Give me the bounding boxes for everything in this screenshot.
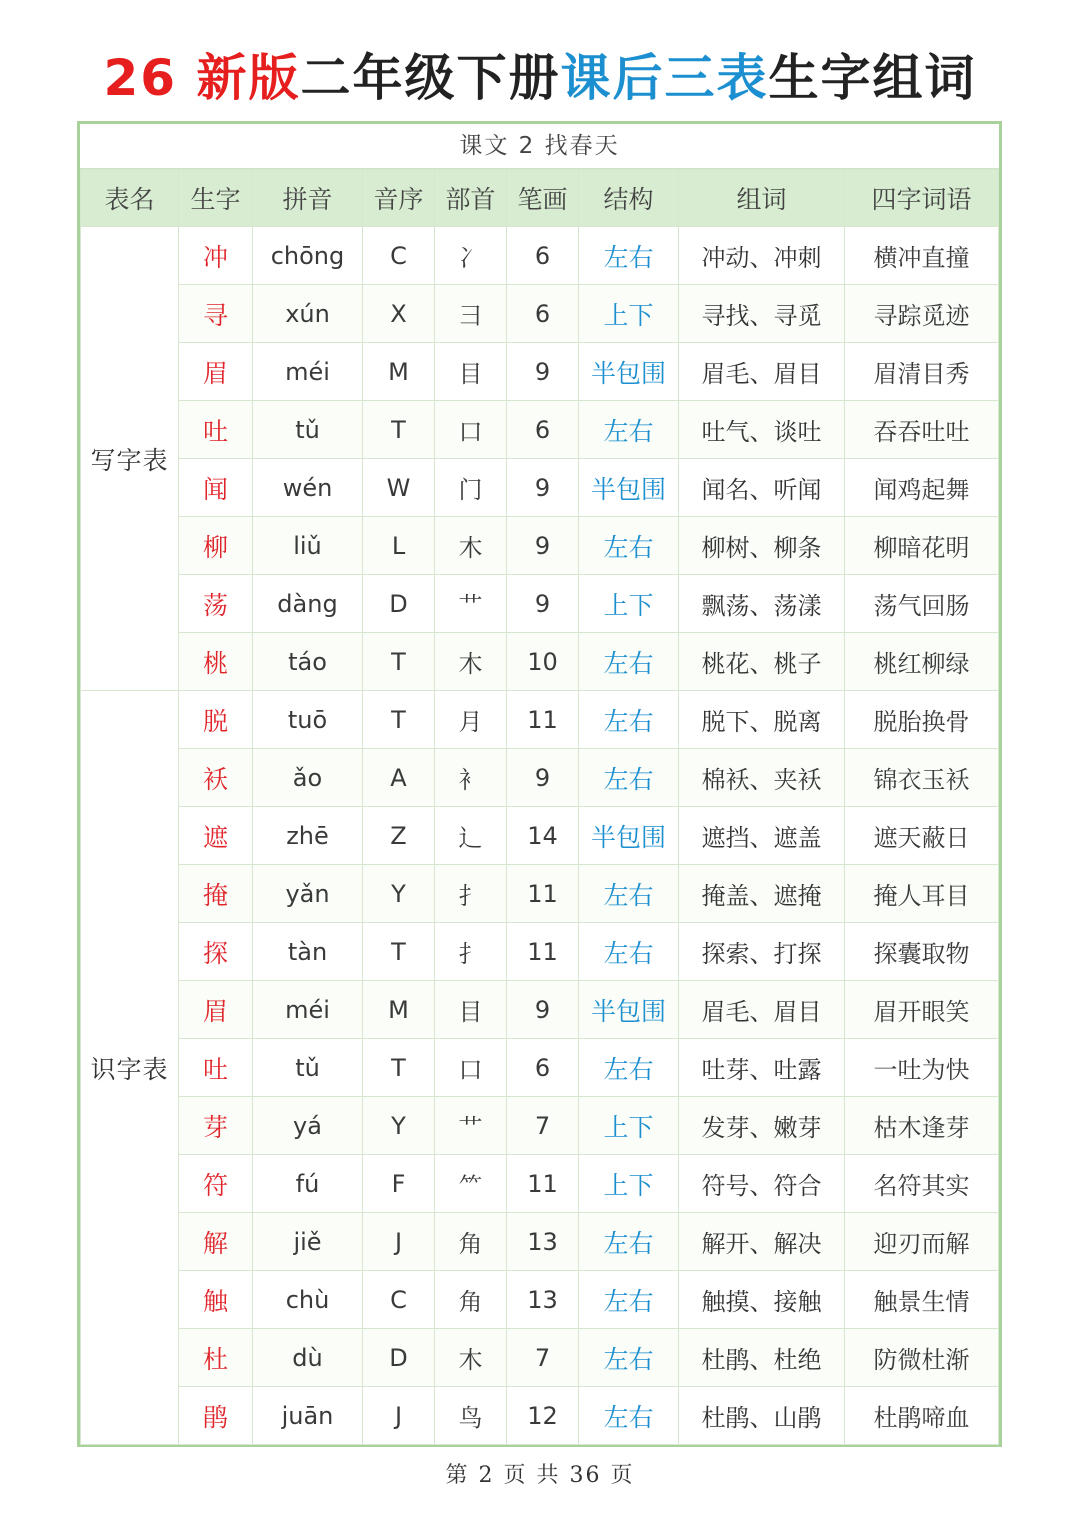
letter-order-cell: C: [363, 1271, 435, 1329]
structure-cell: 左右: [579, 1329, 679, 1387]
word-group-cell: 掩盖、遮掩: [679, 865, 845, 923]
letter-order-cell: M: [363, 981, 435, 1039]
stroke-count-cell: 11: [507, 1155, 579, 1213]
radical-cell: ⺮: [435, 1155, 507, 1213]
table-row: [81, 575, 999, 633]
idiom-cell: 枯木逢芽: [845, 1097, 999, 1155]
word-group-cell: 眉毛、眉目: [679, 981, 845, 1039]
pinyin-cell: tǔ: [253, 401, 363, 459]
column-header: 部首: [435, 170, 507, 227]
structure-cell: 上下: [579, 575, 679, 633]
word-group-cell: 触摸、接触: [679, 1271, 845, 1329]
column-header: 音序: [363, 170, 435, 227]
table-row: [81, 227, 999, 285]
char-cell: 脱: [179, 691, 253, 749]
radical-cell: 月: [435, 691, 507, 749]
lesson-title: 课文 2 找春天: [80, 124, 999, 169]
table-row: [81, 981, 999, 1039]
radical-cell: 木: [435, 633, 507, 691]
table-row: [81, 1213, 999, 1271]
table-row: [81, 517, 999, 575]
pinyin-cell: tǔ: [253, 1039, 363, 1097]
letter-order-cell: D: [363, 1329, 435, 1387]
table-row: [81, 1271, 999, 1329]
radical-cell: 木: [435, 517, 507, 575]
letter-order-cell: C: [363, 227, 435, 285]
pinyin-cell: juān: [253, 1387, 363, 1445]
letter-order-cell: T: [363, 1039, 435, 1097]
stroke-count-cell: 9: [507, 981, 579, 1039]
pinyin-cell: méi: [253, 981, 363, 1039]
structure-cell: 左右: [579, 401, 679, 459]
stroke-count-cell: 10: [507, 633, 579, 691]
letter-order-cell: T: [363, 691, 435, 749]
word-group-cell: 冲动、冲刺: [679, 227, 845, 285]
stroke-count-cell: 11: [507, 865, 579, 923]
char-cell: 解: [179, 1213, 253, 1271]
letter-order-cell: W: [363, 459, 435, 517]
word-group-cell: 遮挡、遮盖: [679, 807, 845, 865]
column-header: 笔画: [507, 170, 579, 227]
idiom-cell: 防微杜渐: [845, 1329, 999, 1387]
structure-cell: 左右: [579, 1039, 679, 1097]
structure-cell: 左右: [579, 633, 679, 691]
stroke-count-cell: 6: [507, 1039, 579, 1097]
table-row: [81, 1039, 999, 1097]
radical-cell: 扌: [435, 865, 507, 923]
radical-cell: 艹: [435, 1097, 507, 1155]
page-title: [0, 38, 1080, 118]
idiom-cell: 遮天蔽日: [845, 807, 999, 865]
structure-cell: 左右: [579, 923, 679, 981]
letter-order-cell: T: [363, 633, 435, 691]
stroke-count-cell: 6: [507, 227, 579, 285]
idiom-cell: 脱胎换骨: [845, 691, 999, 749]
idiom-cell: 闻鸡起舞: [845, 459, 999, 517]
word-group-cell: 杜鹃、山鹃: [679, 1387, 845, 1445]
pinyin-cell: liǔ: [253, 517, 363, 575]
radical-cell: 鸟: [435, 1387, 507, 1445]
stroke-count-cell: 14: [507, 807, 579, 865]
word-group-cell: 吐芽、吐露: [679, 1039, 845, 1097]
char-cell: 符: [179, 1155, 253, 1213]
radical-cell: 艹: [435, 575, 507, 633]
char-cell: 寻: [179, 285, 253, 343]
title-part-red: 26 新版: [103, 49, 301, 107]
letter-order-cell: D: [363, 575, 435, 633]
pinyin-cell: tuō: [253, 691, 363, 749]
stroke-count-cell: 11: [507, 691, 579, 749]
structure-cell: 左右: [579, 691, 679, 749]
stroke-count-cell: 6: [507, 285, 579, 343]
structure-cell: 左右: [579, 1213, 679, 1271]
table-row: [81, 691, 999, 749]
idiom-cell: 触景生情: [845, 1271, 999, 1329]
word-group-cell: 解开、解决: [679, 1213, 845, 1271]
vocab-table-frame: [77, 121, 1002, 1447]
pinyin-cell: méi: [253, 343, 363, 401]
idiom-cell: 桃红柳绿: [845, 633, 999, 691]
title-part-words: 生字组词: [768, 49, 977, 107]
letter-order-cell: T: [363, 923, 435, 981]
idiom-cell: 寻踪觅迹: [845, 285, 999, 343]
char-cell: 鹃: [179, 1387, 253, 1445]
radical-cell: 木: [435, 1329, 507, 1387]
radical-cell: 口: [435, 1039, 507, 1097]
column-header: 结构: [579, 170, 679, 227]
stroke-count-cell: 9: [507, 343, 579, 401]
table-row: [81, 807, 999, 865]
pinyin-cell: tàn: [253, 923, 363, 981]
word-group-cell: 柳树、柳条: [679, 517, 845, 575]
stroke-count-cell: 13: [507, 1213, 579, 1271]
column-header: 拼音: [253, 170, 363, 227]
letter-order-cell: T: [363, 401, 435, 459]
pinyin-cell: chōng: [253, 227, 363, 285]
letter-order-cell: Y: [363, 1097, 435, 1155]
letter-order-cell: Z: [363, 807, 435, 865]
radical-cell: 衤: [435, 749, 507, 807]
structure-cell: 上下: [579, 1097, 679, 1155]
radical-cell: 扌: [435, 923, 507, 981]
stroke-count-cell: 9: [507, 517, 579, 575]
pinyin-cell: ǎo: [253, 749, 363, 807]
title-part-blue: 课后三表: [560, 49, 769, 107]
pinyin-cell: wén: [253, 459, 363, 517]
table-row: [81, 1329, 999, 1387]
structure-cell: 半包围: [579, 981, 679, 1039]
word-group-cell: 探索、打探: [679, 923, 845, 981]
idiom-cell: 探囊取物: [845, 923, 999, 981]
radical-cell: 口: [435, 401, 507, 459]
pinyin-cell: chù: [253, 1271, 363, 1329]
page-footer: 第 2 页 共 36 页: [445, 1463, 635, 1488]
table-row: [81, 633, 999, 691]
idiom-cell: 掩人耳目: [845, 865, 999, 923]
stroke-count-cell: 11: [507, 923, 579, 981]
char-cell: 冲: [179, 227, 253, 285]
structure-cell: 左右: [579, 1387, 679, 1445]
stroke-count-cell: 9: [507, 459, 579, 517]
table-row: [81, 343, 999, 401]
idiom-cell: 锦衣玉袄: [845, 749, 999, 807]
pinyin-cell: zhē: [253, 807, 363, 865]
table-group-name: 识字表: [81, 691, 179, 1445]
table-group-name: 写字表: [81, 227, 179, 691]
radical-cell: 冫: [435, 227, 507, 285]
idiom-cell: 迎刃而解: [845, 1213, 999, 1271]
word-group-cell: 符号、符合: [679, 1155, 845, 1213]
word-group-cell: 棉袄、夹袄: [679, 749, 845, 807]
word-group-cell: 脱下、脱离: [679, 691, 845, 749]
radical-cell: 彐: [435, 285, 507, 343]
radical-cell: 角: [435, 1213, 507, 1271]
idiom-cell: 名符其实: [845, 1155, 999, 1213]
idiom-cell: 荡气回肠: [845, 575, 999, 633]
structure-cell: 左右: [579, 865, 679, 923]
char-cell: 触: [179, 1271, 253, 1329]
pinyin-cell: jiě: [253, 1213, 363, 1271]
char-cell: 闻: [179, 459, 253, 517]
word-group-cell: 发芽、嫩芽: [679, 1097, 845, 1155]
table-row: [81, 1387, 999, 1445]
char-cell: 吐: [179, 1039, 253, 1097]
structure-cell: 左右: [579, 227, 679, 285]
pinyin-cell: xún: [253, 285, 363, 343]
radical-cell: 角: [435, 1271, 507, 1329]
table-row: [81, 1097, 999, 1155]
stroke-count-cell: 12: [507, 1387, 579, 1445]
table-row: [81, 923, 999, 981]
char-cell: 荡: [179, 575, 253, 633]
char-cell: 芽: [179, 1097, 253, 1155]
vocab-table: [80, 169, 999, 1445]
table-header-row: [81, 170, 999, 227]
char-cell: 柳: [179, 517, 253, 575]
table-row: [81, 459, 999, 517]
structure-cell: 左右: [579, 1271, 679, 1329]
word-group-cell: 飘荡、荡漾: [679, 575, 845, 633]
char-cell: 桃: [179, 633, 253, 691]
letter-order-cell: L: [363, 517, 435, 575]
stroke-count-cell: 6: [507, 401, 579, 459]
title-part-grade: 二年级下册: [300, 49, 561, 107]
pinyin-cell: yǎn: [253, 865, 363, 923]
letter-order-cell: X: [363, 285, 435, 343]
letter-order-cell: Y: [363, 865, 435, 923]
column-header: 表名: [81, 170, 179, 227]
word-group-cell: 闻名、听闻: [679, 459, 845, 517]
pinyin-cell: fú: [253, 1155, 363, 1213]
idiom-cell: 一吐为快: [845, 1039, 999, 1097]
char-cell: 探: [179, 923, 253, 981]
structure-cell: 上下: [579, 1155, 679, 1213]
char-cell: 掩: [179, 865, 253, 923]
idiom-cell: 柳暗花明: [845, 517, 999, 575]
structure-cell: 半包围: [579, 343, 679, 401]
pinyin-cell: dàng: [253, 575, 363, 633]
pinyin-cell: táo: [253, 633, 363, 691]
char-cell: 遮: [179, 807, 253, 865]
idiom-cell: 眉开眼笑: [845, 981, 999, 1039]
radical-cell: 目: [435, 981, 507, 1039]
pinyin-cell: dù: [253, 1329, 363, 1387]
idiom-cell: 吞吞吐吐: [845, 401, 999, 459]
letter-order-cell: M: [363, 343, 435, 401]
structure-cell: 左右: [579, 749, 679, 807]
radical-cell: 目: [435, 343, 507, 401]
letter-order-cell: F: [363, 1155, 435, 1213]
pinyin-cell: yá: [253, 1097, 363, 1155]
word-group-cell: 杜鹃、杜绝: [679, 1329, 845, 1387]
idiom-cell: 杜鹃啼血: [845, 1387, 999, 1445]
char-cell: 袄: [179, 749, 253, 807]
idiom-cell: 眉清目秀: [845, 343, 999, 401]
column-header: 生字: [179, 170, 253, 227]
structure-cell: 上下: [579, 285, 679, 343]
letter-order-cell: J: [363, 1213, 435, 1271]
char-cell: 吐: [179, 401, 253, 459]
column-header: 组词: [679, 170, 845, 227]
table-row: [81, 1155, 999, 1213]
table-row: [81, 285, 999, 343]
column-header: 四字词语: [845, 170, 999, 227]
idiom-cell: 横冲直撞: [845, 227, 999, 285]
word-group-cell: 寻找、寻觅: [679, 285, 845, 343]
stroke-count-cell: 9: [507, 575, 579, 633]
letter-order-cell: A: [363, 749, 435, 807]
letter-order-cell: J: [363, 1387, 435, 1445]
char-cell: 眉: [179, 981, 253, 1039]
table-row: [81, 865, 999, 923]
stroke-count-cell: 7: [507, 1097, 579, 1155]
word-group-cell: 眉毛、眉目: [679, 343, 845, 401]
structure-cell: 左右: [579, 517, 679, 575]
char-cell: 杜: [179, 1329, 253, 1387]
word-group-cell: 吐气、谈吐: [679, 401, 845, 459]
structure-cell: 半包围: [579, 807, 679, 865]
radical-cell: 辶: [435, 807, 507, 865]
char-cell: 眉: [179, 343, 253, 401]
stroke-count-cell: 9: [507, 749, 579, 807]
word-group-cell: 桃花、桃子: [679, 633, 845, 691]
table-row: [81, 401, 999, 459]
stroke-count-cell: 13: [507, 1271, 579, 1329]
structure-cell: 半包围: [579, 459, 679, 517]
table-body: [81, 227, 999, 1445]
radical-cell: 门: [435, 459, 507, 517]
stroke-count-cell: 7: [507, 1329, 579, 1387]
table-row: [81, 749, 999, 807]
